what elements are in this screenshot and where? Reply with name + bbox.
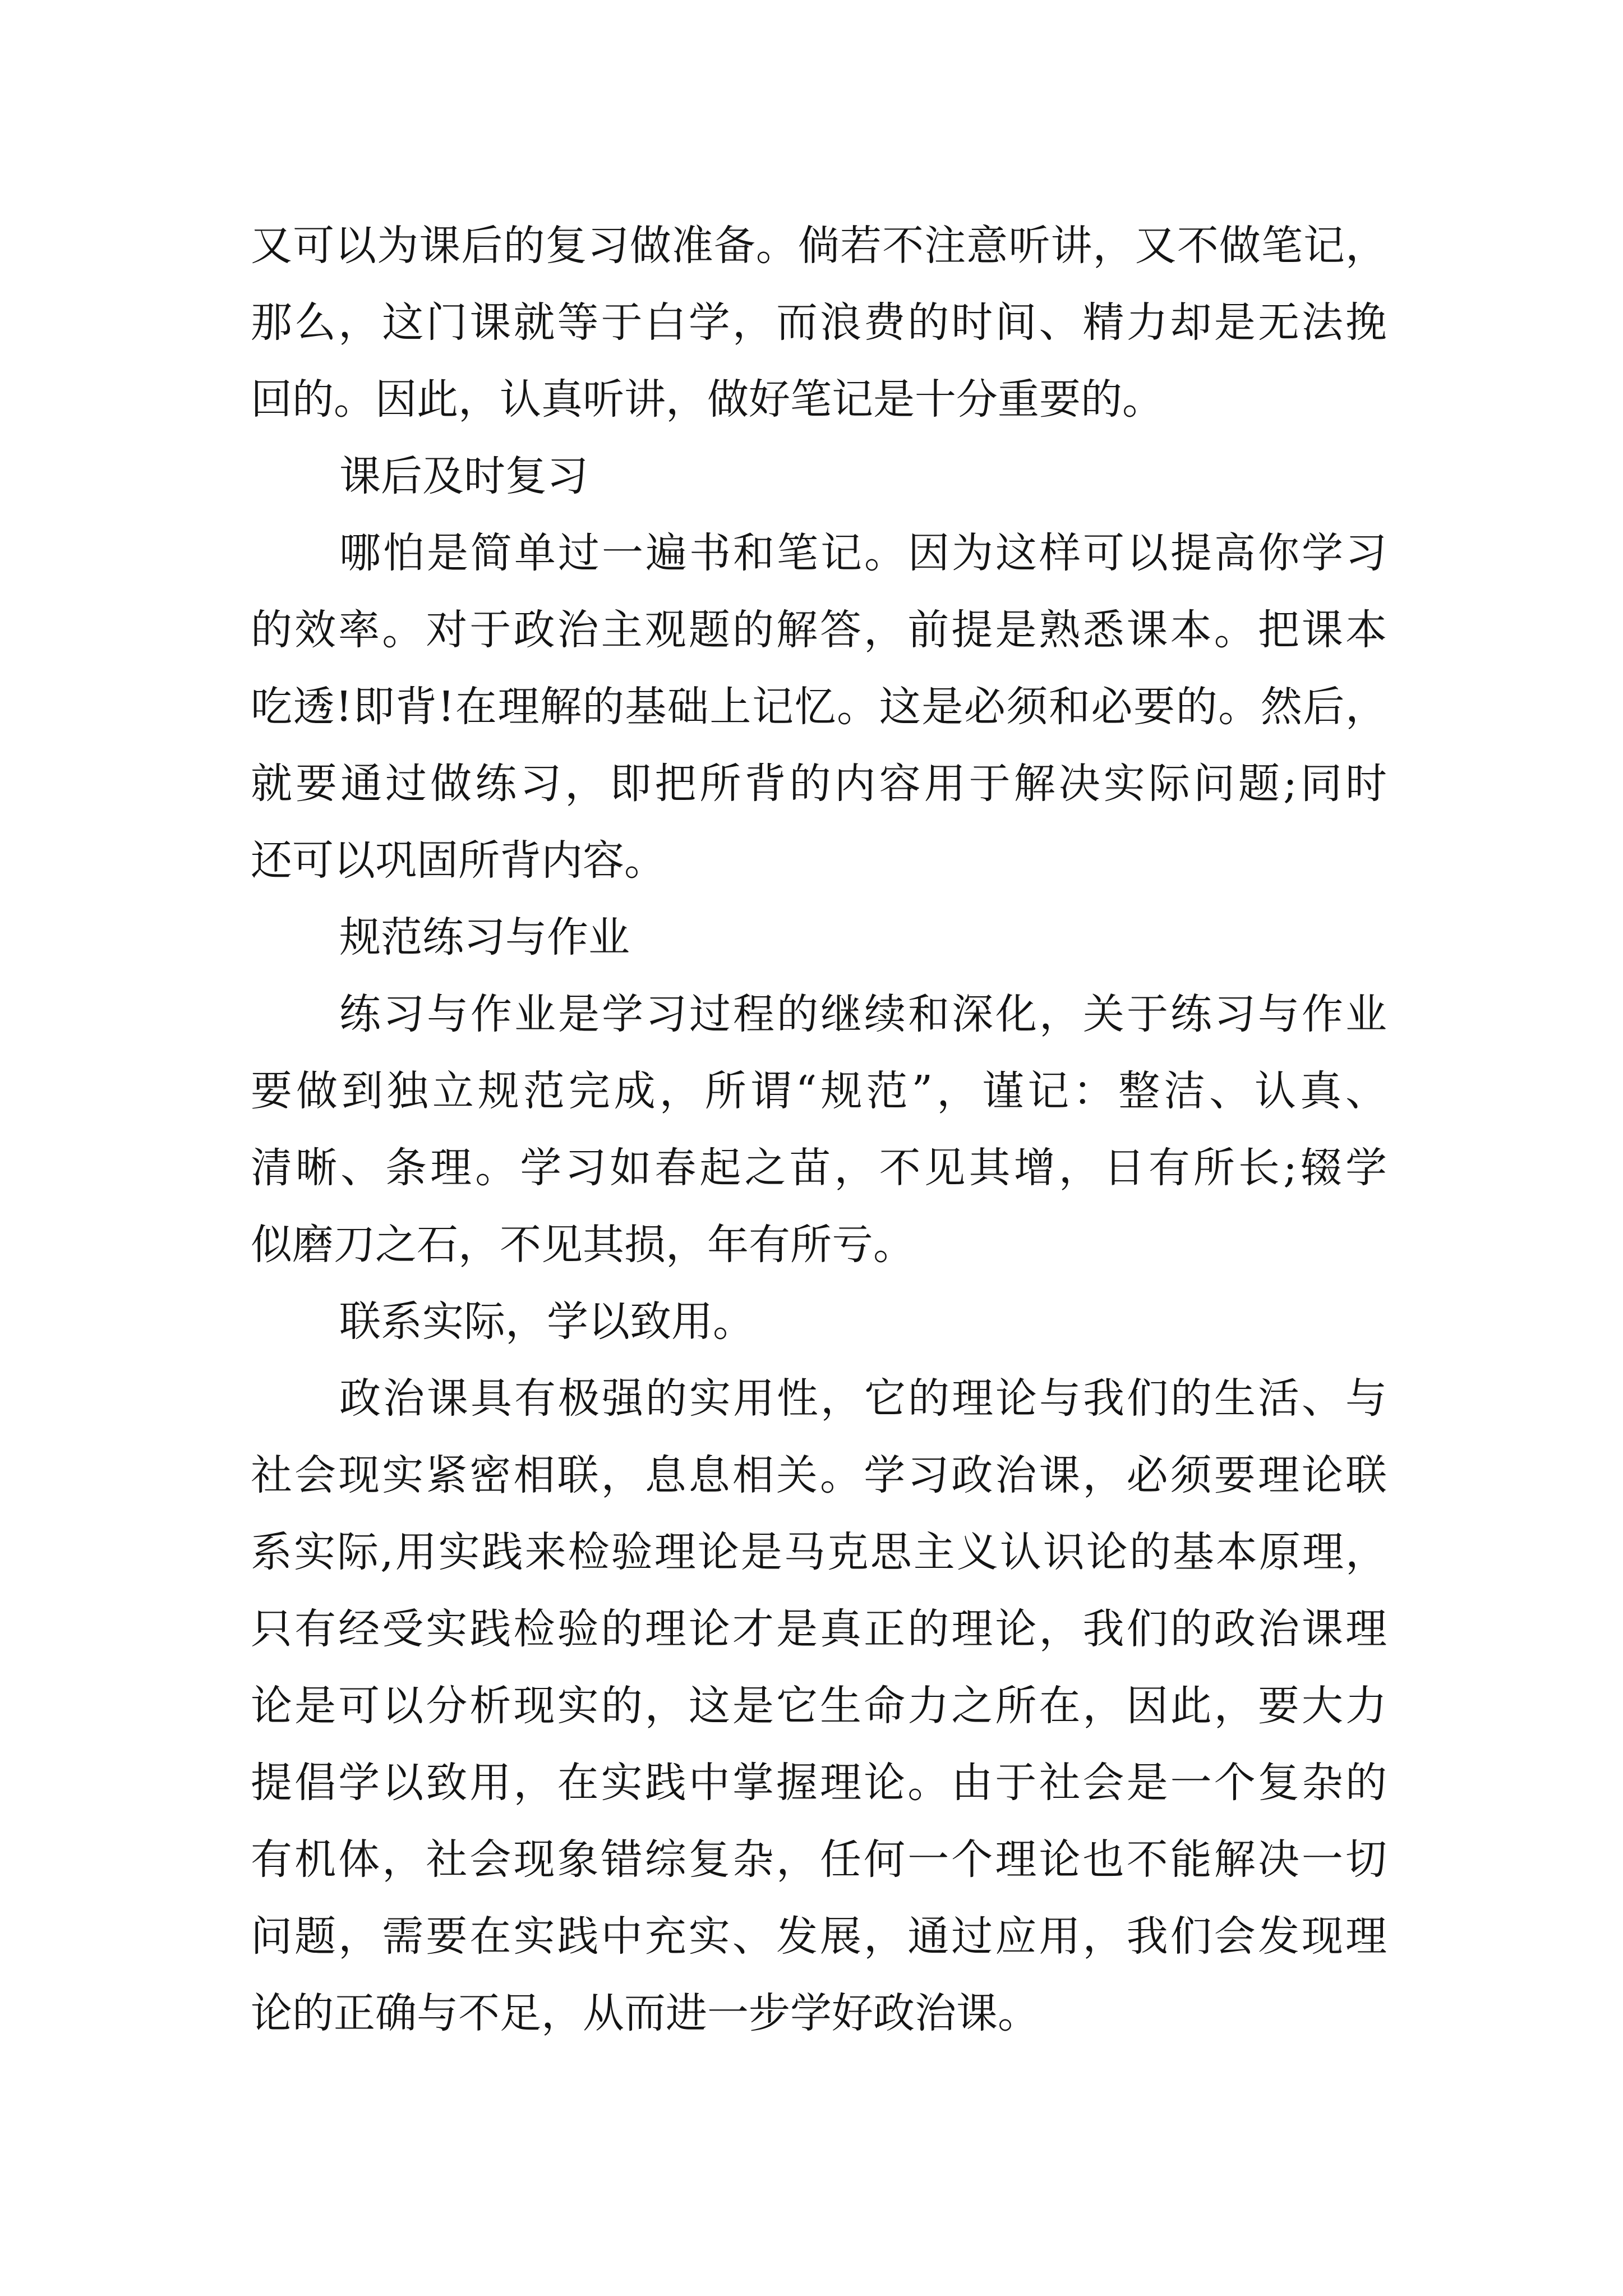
- body-line: 政治课具有极强的实用性，它的理论与我们的生活、与: [339, 1374, 1387, 1423]
- body-line: 论是可以分析现实的，这是它生命力之所在，因此，要大力: [251, 1682, 1387, 1730]
- paragraph: [251, 1360, 1387, 2052]
- body-line: 提倡学以致用，在实践中掌握理论。由于社会是一个复杂的: [251, 1759, 1387, 1807]
- section-heading: [251, 438, 1387, 515]
- body-line: 要做到独立规范完成，所谓“规范”，谨记：整洁、认真、: [251, 1067, 1387, 1115]
- body-line: 回的。因此，认真听讲，做好笔记是十分重要的。: [251, 375, 1164, 424]
- paragraph: [251, 515, 1387, 899]
- body-line: 社会现实紧密相联，息息相关。学习政治课，必须要理论联: [251, 1451, 1387, 1499]
- body-line: 有机体，社会现象错综复杂，任何一个理论也不能解决一切: [251, 1835, 1387, 1884]
- body-line: 还可以巩固所背内容。: [251, 836, 666, 885]
- body-line: 似磨刀之石，不见其损，年有所亏。: [251, 1221, 915, 1269]
- body-line: 练习与作业是学习过程的继续和深化，关于练习与作业: [339, 990, 1387, 1038]
- section-heading-text: 课后及时复习: [339, 452, 588, 500]
- body-line: 就要通过做练习，即把所背的内容用于解决实际问题;同时: [251, 760, 1387, 808]
- body-text: [251, 208, 1387, 2052]
- section-heading-text: 联系实际，学以致用。: [339, 1297, 754, 1346]
- section-heading: [251, 899, 1387, 976]
- body-line: 那么，这门课就等于白学，而浪费的时间、精力却是无法挽: [251, 298, 1387, 347]
- body-line: 清晰、条理。学习如春起之苗，不见其增，日有所长;辍学: [251, 1144, 1387, 1192]
- body-line: 的效率。对于政治主观题的解答，前提是熟悉课本。把课本: [251, 606, 1387, 654]
- section-heading: [251, 1283, 1387, 1360]
- body-line: 论的正确与不足，从而进一步学好政治课。: [251, 1989, 1039, 2037]
- body-line: 系实际,用实践来检验理论是马克思主义认识论的基本原理，: [251, 1528, 1387, 1576]
- section-heading-text: 规范练习与作业: [339, 913, 630, 961]
- body-line: 吃透!即背!在理解的基础上记忆。这是必须和必要的。然后，: [251, 683, 1387, 731]
- body-line: 问题，需要在实践中充实、发展，通过应用，我们会发现理: [251, 1912, 1387, 1961]
- body-line: 又可以为课后的复习做准备。倘若不注意听讲，又不做笔记，: [251, 222, 1387, 270]
- paragraph: [251, 976, 1387, 1283]
- paragraph: [251, 208, 1387, 438]
- body-line: 哪怕是简单过一遍书和笔记。因为这样可以提高你学习: [339, 529, 1387, 577]
- body-line: 只有经受实践检验的理论才是真正的理论，我们的政治课理: [251, 1605, 1387, 1653]
